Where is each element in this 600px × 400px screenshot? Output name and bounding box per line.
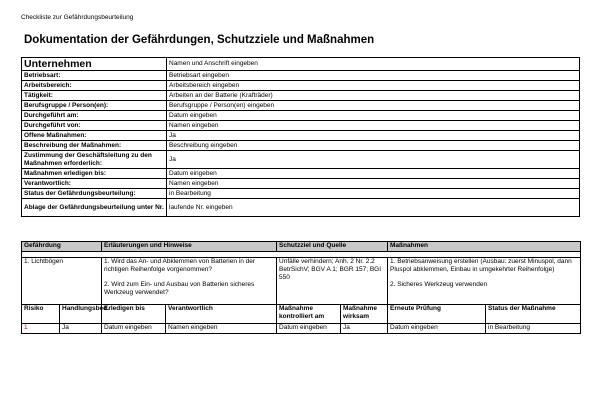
- checked-on-header: Maßnahme kontrolliert am: [277, 305, 341, 324]
- recheck-value[interactable]: Datum eingeben: [388, 324, 486, 334]
- performed-by-field[interactable]: Namen eingeben: [167, 121, 580, 131]
- measure-status-header: Status der Maßnahme: [486, 305, 581, 324]
- complete-by-field[interactable]: Datum eingeben: [167, 169, 580, 179]
- filing-number-field[interactable]: laufende Nr. eingeben: [167, 199, 580, 217]
- complete-by-label: Maßnahmen erledigen bis:: [22, 169, 167, 179]
- measure-status-value[interactable]: in Bearbeitung: [486, 324, 581, 334]
- company-value-field[interactable]: Namen und Anschrift eingeben: [167, 58, 580, 71]
- assessment-status-label: Status der Gefährdungsbeurteilung:: [22, 189, 167, 199]
- measures-description-label: Beschreibung der Maßnahmen:: [22, 141, 167, 151]
- management-approval-field[interactable]: Ja: [167, 151, 580, 169]
- work-area-field[interactable]: Arbeitsbereich eingeben: [167, 81, 580, 91]
- measure-2: 2. Sicheres Werkzeug verwenden: [390, 281, 488, 288]
- measures-column-header: Maßnahmen: [388, 242, 581, 252]
- protection-goal-column-header: Schutzziel und Quelle: [277, 242, 388, 252]
- assessment-status-field[interactable]: in Bearbeitung: [167, 189, 580, 199]
- note-1: 1. Wird das An- und Abklemmen von Batterien in der richtigen Reihenfolge vorgenommen?: [104, 258, 256, 273]
- responsible-header: Verantwortlich: [166, 305, 277, 324]
- operation-type-field[interactable]: Betriebsart eingeben: [167, 71, 580, 81]
- responsible-label: Verantwortlich:: [22, 179, 167, 189]
- operation-type-label: Betriebsart:: [22, 71, 167, 81]
- action-needed-value[interactable]: Ja: [60, 324, 102, 334]
- risk-header: Risiko: [22, 305, 60, 324]
- effective-value[interactable]: Ja: [341, 324, 388, 334]
- notes-column-header: Erläuterungen und Hinweise: [102, 242, 277, 252]
- notes-cell: [102, 258, 277, 305]
- risk-value[interactable]: 1: [22, 324, 60, 334]
- measure-1: 1. Betriebsanweisung erstellen (Ausbau: zuerst Minuspol, dann Pluspol abklemmen, Einbau in umgekehrter Reihenfolge): [390, 258, 572, 273]
- responsible-value[interactable]: Namen eingeben: [166, 324, 277, 334]
- management-approval-label: Zustimmung der Geschäftsleitung zu den Maßnahmen erforderlich:: [22, 151, 167, 169]
- hazard-column-header: Gefährdung: [22, 242, 102, 252]
- company-header: Unternehmen: [22, 58, 167, 71]
- measures-description-field[interactable]: Beschreibung eingeben: [167, 141, 580, 151]
- protection-goal-cell: Unfälle verhindern; Anh. 2 Nr. 2.2 BetrSichV; BGV A 1; BGR 157; BGI 550: [277, 258, 388, 305]
- recheck-header: Erneute Prüfung: [388, 305, 486, 324]
- performed-on-field[interactable]: Datum eingeben: [167, 111, 580, 121]
- open-measures-field[interactable]: Ja: [167, 131, 580, 141]
- work-area-label: Arbeitsbereich:: [22, 81, 167, 91]
- measures-cell: [388, 258, 581, 305]
- company-info-table: [21, 57, 580, 217]
- effective-header: Maßnahme wirksam: [341, 305, 388, 324]
- document-title: Dokumentation der Gefährdungen, Schutzziele und Maßnahmen: [24, 34, 375, 46]
- hazard-table: [21, 241, 581, 334]
- open-measures-label: Offene Maßnahmen:: [22, 131, 167, 141]
- occupational-group-label: Berufsgruppe / Person(en):: [22, 101, 167, 111]
- action-needed-header: Handlungsbed.: [60, 305, 102, 324]
- checklist-label: Checkliste zur Gefährdungsbeurteilung: [21, 14, 134, 21]
- note-2: 2. Wird zum Ein- und Ausbau von Batterien sicheres Werkzeug verwendet?: [104, 281, 255, 296]
- complete-by-header: Erledigen bis: [102, 305, 166, 324]
- activity-label: Tätigkeit:: [22, 91, 167, 101]
- filing-number-label: Ablage der Gefährdungsbeurteilung unter Nr.: [22, 199, 167, 217]
- performed-by-label: Durchgeführt von:: [22, 121, 167, 131]
- checked-on-value[interactable]: Datum eingeben: [277, 324, 341, 334]
- performed-on-label: Durchgeführt am:: [22, 111, 167, 121]
- activity-field[interactable]: Arbeiten an der Batterie (Krafträder): [167, 91, 580, 101]
- complete-by-value[interactable]: Datum eingeben: [102, 324, 166, 334]
- hazard-cell: 1. Lichtbögen: [22, 258, 102, 305]
- occupational-group-field[interactable]: Berufsgruppe / Person(en) eingeben: [167, 101, 580, 111]
- responsible-field[interactable]: Namen eingeben: [167, 179, 580, 189]
